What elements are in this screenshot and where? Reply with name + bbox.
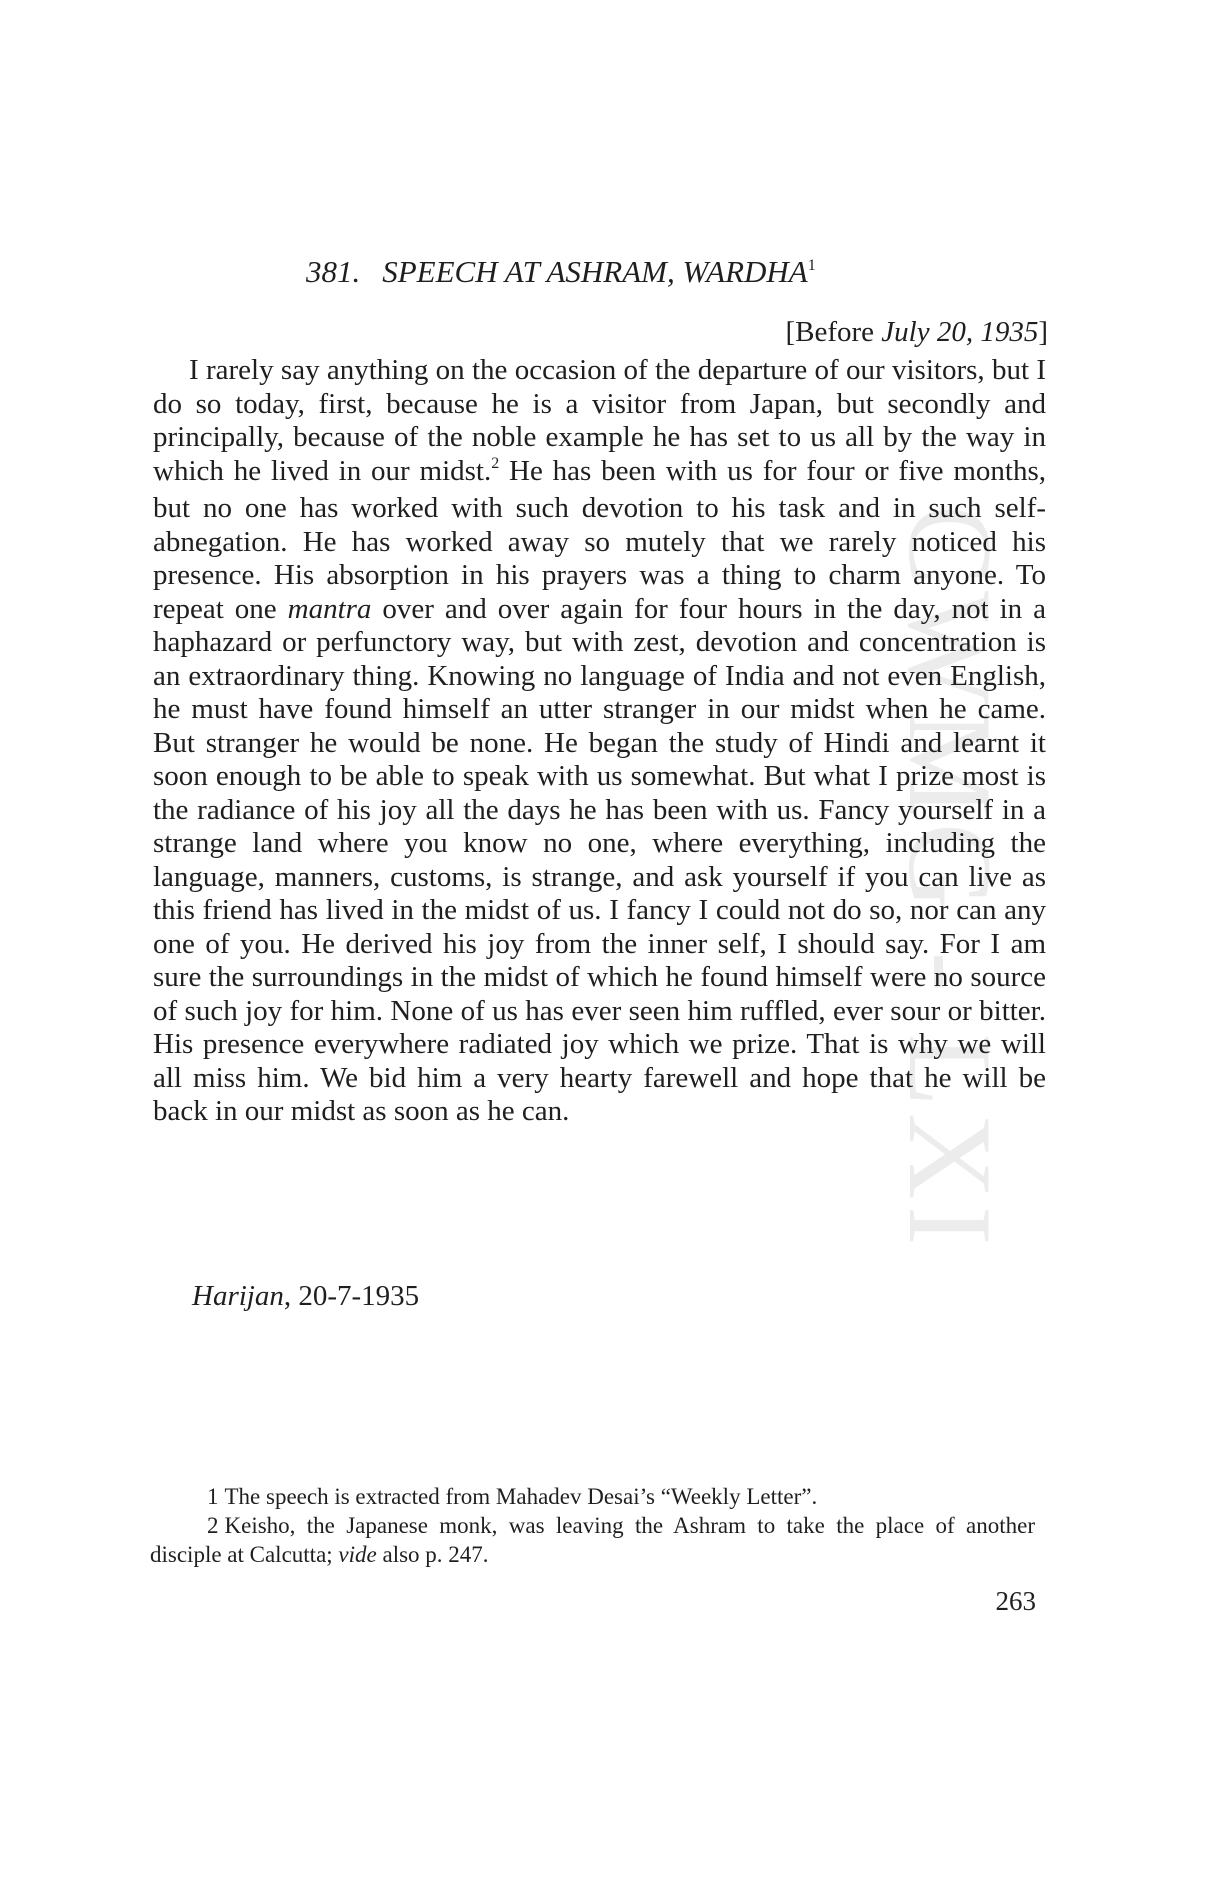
title-footnote-ref: 1 (807, 257, 816, 274)
footnote-1 (150, 1482, 1035, 1511)
item-number: 381. (306, 254, 361, 289)
speech-text-3: over and over again for four hours in the day, not in a haphazard or perfunctory way, but with zest, devotion and concentration is an extraordinary thing. Knowing no language of India and not even English, he must have found himself an utter stranger in our midst when he came. But stranger he would be none. He began the study of Hindi and learnt it soon enough to be able to speak with us somewhat. But what I prize most is the radiance of his joy all the days he has been with us. Fancy yourself in a strange land where you know no one, where everything, including the language, manners, customs, is strange, and ask yourself if you can live as this friend has lived in the midst of us. I fancy I could not do so, nor can any one of you. He derived his joy from the inner self, I should say. For I am sure the surroundings in the midst of which he found himself were no source of such joy for him. None of us has ever seen him ruffled, ever sour or bitter. His presence everywhere radiated joy which we prize. That is why we will all miss him. We bid him a very hearty farewell and hope that he will be back in our midst as soon as he can. (153, 592, 1047, 1127)
body-footnote-ref: 2 (491, 454, 500, 472)
page-number: 263 (995, 1586, 1036, 1616)
dateline-prefix: [Before (785, 316, 882, 348)
speech-text-1: I rarely say anything on the occasion of the departure of our visitors, but I do so today, first, because he is a visitor from Japan, but secondly and principally, because of the noble example he has set to us all by the way in which he lived in our midst. (153, 354, 1046, 487)
footnote-mark: 2 (207, 1513, 219, 1538)
dateline (700, 313, 1048, 351)
footnote-text: Keisho, the Japanese monk, was leaving the Ashram to take the place of another disciple at Calcutta; (150, 1513, 1035, 1567)
footnote-vide: vide (338, 1542, 377, 1567)
watermark: CWMG - LXI (884, 505, 1017, 1252)
item-title: SPEECH AT ASHRAM, WARDHA (382, 254, 808, 289)
page-title (306, 252, 946, 298)
dateline-close: ] (1038, 316, 1048, 348)
footnote-mark: 1 (207, 1484, 219, 1509)
footnotes (150, 1482, 1035, 1569)
source-citation (192, 1277, 419, 1315)
footnote-text: The speech is extracted from Mahadev Desai’s “Weekly Letter”. (224, 1484, 818, 1509)
dateline-year: 1935 (980, 316, 1039, 348)
footnote-text-end: also p. 247. (376, 1542, 489, 1567)
dateline-day: 20, (929, 316, 981, 348)
source-date: , 20-7-1935 (283, 1280, 420, 1312)
dateline-month: July (881, 316, 930, 348)
source-publication: Harijan (192, 1280, 284, 1312)
speech-term-mantra: mantra (287, 592, 372, 625)
footnote-2 (150, 1511, 1035, 1569)
speech-text-2: He has been with us for four or five months, but no one has worked with such devotion to his task and in such self-abnegation. He has worked away so mutely that we rarely noticed his presence. His absorption in his prayers was a thing to charm anyone. To repeat one (153, 454, 1046, 625)
speech-body (153, 354, 1046, 1129)
